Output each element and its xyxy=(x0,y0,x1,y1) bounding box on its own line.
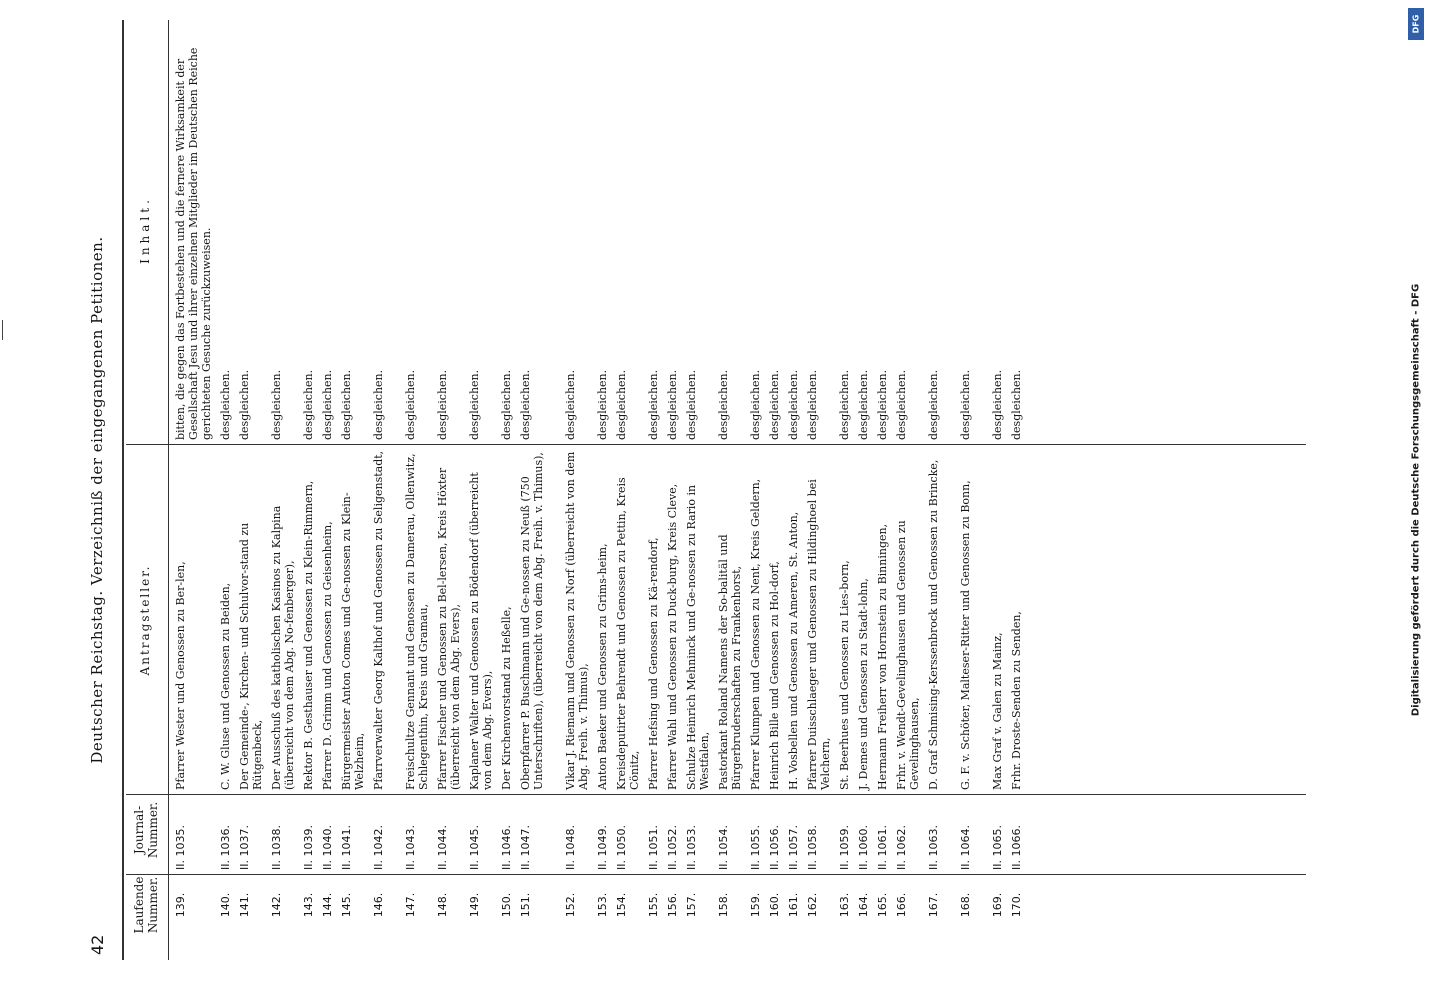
inhalt-cell: desgleichen. xyxy=(666,369,679,440)
laufende-nummer-cell: 165. xyxy=(876,892,889,918)
antragsteller-cell: Pfarrer Fischer und Genossen zu Bel-lersen, Kreis Höxter (überreicht von dem Abg. Evers), xyxy=(436,467,462,790)
table-row xyxy=(174,0,219,1000)
journal-nummer-cell: II. 1050. xyxy=(615,825,628,870)
journal-nummer-cell: II. 1036. xyxy=(219,825,232,870)
antragsteller-cell: St. Beerhues und Genossen zu Lies-born, xyxy=(838,560,851,790)
inhalt-cell: desgleichen. xyxy=(895,369,908,440)
laufende-nummer-cell: 162. xyxy=(806,892,819,918)
laufende-nummer-cell: 139. xyxy=(174,892,187,918)
table-row xyxy=(468,0,500,1000)
inhalt-cell: desgleichen. xyxy=(768,369,781,440)
document-page xyxy=(50,0,1350,1000)
table-row xyxy=(270,0,302,1000)
table-row xyxy=(666,0,685,1000)
column-header-rule xyxy=(168,20,169,960)
journal-nummer-cell: II. 1038. xyxy=(270,825,283,870)
table-row xyxy=(596,0,615,1000)
inhalt-cell: desgleichen. xyxy=(436,369,449,440)
table-row xyxy=(615,0,647,1000)
laufende-nummer-cell: 160. xyxy=(768,892,781,918)
inhalt-cell: desgleichen. xyxy=(876,369,889,440)
table-row xyxy=(340,0,372,1000)
laufende-nummer-cell: 150. xyxy=(500,892,513,918)
laufende-nummer-cell: 142. xyxy=(270,892,283,918)
inhalt-cell: desgleichen. xyxy=(685,369,698,440)
laufende-nummer-cell: 159. xyxy=(749,892,762,918)
table-row xyxy=(647,0,666,1000)
journal-nummer-cell: II. 1051. xyxy=(647,825,660,870)
laufende-nummer-cell: 154. xyxy=(615,892,628,918)
antragsteller-cell: Der Kirchenvorstand zu Heßelle, xyxy=(500,606,513,790)
table-row xyxy=(787,0,806,1000)
table-row xyxy=(404,0,436,1000)
inhalt-cell: desgleichen. xyxy=(806,369,819,440)
journal-nummer-cell: II. 1066. xyxy=(1010,825,1023,870)
antragsteller-cell: Max Graf v. Galen zu Mainz, xyxy=(991,632,1004,790)
laufende-nummer-cell: 166. xyxy=(895,892,908,918)
antragsteller-cell: Der Gemeinde-, Kirchen- und Schulvor-stand zu Rütgenbeck, xyxy=(238,522,264,790)
inhalt-cell: desgleichen. xyxy=(717,369,730,440)
journal-nummer-cell: II. 1052. xyxy=(666,825,679,870)
journal-nummer-cell: II. 1061. xyxy=(876,825,889,870)
antragsteller-cell: Pfarrverwalter Georg Kalthof und Genossen zu Seligenstadt, xyxy=(372,450,385,790)
journal-nummer-cell: II. 1063. xyxy=(927,825,940,870)
table-row xyxy=(564,0,596,1000)
table-row xyxy=(717,0,749,1000)
rotated-page xyxy=(50,0,1350,1000)
antragsteller-cell: Anton Baeker und Genossen zu Grims-heim, xyxy=(596,543,609,790)
inhalt-cell: desgleichen. xyxy=(1010,369,1023,440)
laufende-nummer-cell: 155. xyxy=(647,892,660,918)
inhalt-cell: desgleichen. xyxy=(468,369,481,440)
journal-nummer-cell: II. 1059. xyxy=(838,825,851,870)
antragsteller-cell: Rektor B. Gesthauser und Genossen zu Klein-Rimmern, xyxy=(302,480,315,790)
laufende-nummer-cell: 157. xyxy=(685,892,698,918)
journal-nummer-cell: II. 1058. xyxy=(806,825,819,870)
inhalt-cell: desgleichen. xyxy=(500,369,513,440)
journal-nummer-cell: II. 1049. xyxy=(596,825,609,870)
laufende-nummer-cell: 143. xyxy=(302,892,315,918)
laufende-nummer-cell: 164. xyxy=(857,892,870,918)
dfg-sidebar xyxy=(1404,0,1428,1000)
inhalt-cell: desgleichen. xyxy=(596,369,609,440)
table-row xyxy=(895,0,927,1000)
inhalt-cell: desgleichen. xyxy=(647,369,660,440)
laufende-nummer-cell: 156. xyxy=(666,892,679,918)
inhalt-cell: desgleichen. xyxy=(302,369,315,440)
journal-nummer-cell: II. 1062. xyxy=(895,825,908,870)
antragsteller-cell: Schulze Heinrich Mehninck und Ge-nossen zu Rario in Westfalen, xyxy=(685,484,711,790)
journal-nummer-cell: II. 1060. xyxy=(857,825,870,870)
col-header-inhalt: Inhalt. xyxy=(138,196,152,264)
inhalt-cell: desgleichen. xyxy=(519,369,532,440)
journal-nummer-cell: II. 1053. xyxy=(685,825,698,870)
col-header-antragsteller: Antragsteller. xyxy=(138,564,152,676)
inhalt-cell: desgleichen. xyxy=(787,369,800,440)
dfg-logo-text: DFG xyxy=(1411,14,1421,34)
antragsteller-cell: D. Graf Schmising-Kerssenbrock und Genossen zu Brincke, xyxy=(927,459,940,790)
digitization-note: Digitalisierung gefördert durch die Deutsche Forschungsgemeinschaft - DFG xyxy=(1410,283,1422,717)
journal-nummer-cell: II. 1054. xyxy=(717,825,730,870)
inhalt-cell: desgleichen. xyxy=(749,369,762,440)
antragsteller-cell: Oberpfarrer P. Buschmann und Ge-nossen zu Neuß (750 Unterschriften), (überreicht von dem Abg. Freih. v. Thimus), xyxy=(519,452,545,790)
laufende-nummer-cell: 168. xyxy=(959,892,972,918)
antragsteller-cell: Pfarrer Wester und Genossen zu Ber-len, xyxy=(174,561,187,790)
laufende-nummer-cell: 149. xyxy=(468,892,481,918)
scan-artifact xyxy=(2,320,9,340)
inhalt-cell: desgleichen. xyxy=(404,369,417,440)
antragsteller-cell: Freischultze Gennant und Genossen zu Damerau, Ollenwitz, Schlegenthin, Kreis und Gramau, xyxy=(404,453,430,790)
table-row xyxy=(806,0,838,1000)
antragsteller-cell: Bürgermeister Anton Comes und Ge-nossen zu Klein-Welzheim, xyxy=(340,492,366,790)
journal-nummer-cell: II. 1045. xyxy=(468,825,481,870)
table-row xyxy=(372,0,404,1000)
antragsteller-cell: Kreisdeputirter Behrendt und Genossen zu Pettin, Kreis Cönitz, xyxy=(615,477,641,790)
table-row xyxy=(927,0,959,1000)
inhalt-cell: desgleichen. xyxy=(340,369,353,440)
laufende-nummer-cell: 153. xyxy=(596,892,609,918)
laufende-nummer-cell: 145. xyxy=(340,892,353,918)
antragsteller-cell: Pfarrer Klumpen und Genossen zu Nent, Kreis Geldern, xyxy=(749,478,762,790)
table-row xyxy=(857,0,876,1000)
journal-nummer-cell: II. 1035. xyxy=(174,825,187,870)
table-row xyxy=(685,0,717,1000)
col-header-laufende-nummer: Laufende Nummer. xyxy=(132,876,160,934)
table-row xyxy=(302,0,321,1000)
inhalt-cell: desgleichen. xyxy=(219,369,232,440)
inhalt-cell: desgleichen. xyxy=(372,369,385,440)
journal-nummer-cell: II. 1046. xyxy=(500,825,513,870)
journal-nummer-cell: II. 1044. xyxy=(436,825,449,870)
antragsteller-cell: C. W. Gluse und Genossen zu Beiden, xyxy=(219,582,232,790)
antragsteller-cell: G. F. v. Schöter, Malteser-Ritter und Genossen zu Bonn, xyxy=(959,480,972,790)
journal-nummer-cell: II. 1043. xyxy=(404,825,417,870)
table-row xyxy=(1010,0,1029,1000)
table-row xyxy=(519,0,564,1000)
laufende-nummer-cell: 163. xyxy=(838,892,851,918)
laufende-nummer-cell: 141. xyxy=(238,892,251,918)
journal-nummer-cell: II. 1057. xyxy=(787,825,800,870)
journal-nummer-cell: II. 1065. xyxy=(991,825,1004,870)
antragsteller-cell: Vikar J. Riemann und Genossen zu Norf (überreicht von dem Abg. Freih. v. Thimus), xyxy=(564,451,590,790)
journal-nummer-cell: II. 1055. xyxy=(749,825,762,870)
laufende-nummer-cell: 144. xyxy=(321,892,334,918)
laufende-nummer-cell: 151. xyxy=(519,892,532,918)
table-row xyxy=(219,0,238,1000)
table-row xyxy=(768,0,787,1000)
table-row xyxy=(238,0,270,1000)
table-row xyxy=(749,0,768,1000)
inhalt-cell: desgleichen. xyxy=(321,369,334,440)
antragsteller-cell: Heinrich Bille und Genossen zu Hol-dorf, xyxy=(768,561,781,790)
inhalt-cell: desgleichen. xyxy=(959,369,972,440)
inhalt-cell: bitten, die gegen das Fortbestehen und die fernere Wirksamkeit der Gesellschaft Jesu und ihrer einzelnen Mitglieder im Deutschen Reiche gerichteten Gesuche zurückzuweisen. xyxy=(174,47,213,440)
page-number: 42 xyxy=(88,934,107,955)
table-row xyxy=(959,0,991,1000)
col-header-journal-nummer: Journal-Nummer. xyxy=(132,801,160,859)
inhalt-cell: desgleichen. xyxy=(991,369,1004,440)
antragsteller-cell: H. Vosbellen und Genossen zu Ameren, St. Anton, xyxy=(787,511,800,790)
table-row xyxy=(838,0,857,1000)
journal-nummer-cell: II. 1040. xyxy=(321,825,334,870)
table-row xyxy=(876,0,895,1000)
inhalt-cell: desgleichen. xyxy=(270,369,283,440)
table-row xyxy=(436,0,468,1000)
inhalt-cell: desgleichen. xyxy=(927,369,940,440)
inhalt-cell: desgleichen. xyxy=(615,369,628,440)
journal-nummer-cell: II. 1047. xyxy=(519,825,532,870)
journal-nummer-cell: II. 1039. xyxy=(302,825,315,870)
journal-nummer-cell: II. 1064. xyxy=(959,825,972,870)
running-title: Deutscher Reichstag. Verzeichniß der eingegangenen Petitionen. xyxy=(88,236,106,764)
laufende-nummer-cell: 161. xyxy=(787,892,800,918)
header-rule xyxy=(122,20,124,960)
journal-nummer-cell: II. 1041. xyxy=(340,825,353,870)
antragsteller-cell: Pfarrer Duisschlaeger und Genossen zu Hildinghoel bei Velchern, xyxy=(806,479,832,790)
dfg-logo xyxy=(1408,8,1424,40)
antragsteller-cell: J. Demes und Genossen zu Stadt-lohn, xyxy=(857,578,870,790)
laufende-nummer-cell: 167. xyxy=(927,892,940,918)
antragsteller-cell: Kaplaner Walter und Genossen zu Bödendorf (überreicht von dem Abg. Evers), xyxy=(468,472,494,790)
table-row xyxy=(321,0,340,1000)
antragsteller-cell: Pfarrer Hefsing und Genossen zu Kä-rendorf, xyxy=(647,537,660,790)
antragsteller-cell: Frhr. v. Wendt-Gevelinghausen und Genossen zu Gevelinghausen, xyxy=(895,520,921,790)
antragsteller-cell: Pfarrer Wahl und Genossen zu Duck-burg, Kreis Cleve, xyxy=(666,483,679,790)
laufende-nummer-cell: 170. xyxy=(1010,892,1023,918)
inhalt-cell: desgleichen. xyxy=(857,369,870,440)
table-row xyxy=(991,0,1010,1000)
journal-nummer-cell: II. 1048. xyxy=(564,825,577,870)
antragsteller-cell: Der Ausschuß des katholischen Kasinos zu Kalpina (überreicht von dem Abg. No-fenberger), xyxy=(270,505,296,790)
page-header xyxy=(88,0,118,1000)
journal-nummer-cell: II. 1037. xyxy=(238,825,251,870)
laufende-nummer-cell: 147. xyxy=(404,892,417,918)
journal-nummer-cell: II. 1042. xyxy=(372,825,385,870)
laufende-nummer-cell: 169. xyxy=(991,892,1004,918)
laufende-nummer-cell: 146. xyxy=(372,892,385,918)
antragsteller-cell: Pfarrer D. Grimm und Genossen zu Geisenheim, xyxy=(321,521,334,790)
antragsteller-cell: Hermann Freiherr von Hornstein zu Binningen, xyxy=(876,523,889,790)
antragsteller-cell: Pastorkant Roland Namens der So-balitäl und Bürgerbruderschaften zu Frankenhorst, xyxy=(717,534,743,790)
journal-nummer-cell: II. 1056. xyxy=(768,825,781,870)
laufende-nummer-cell: 148. xyxy=(436,892,449,918)
laufende-nummer-cell: 158. xyxy=(717,892,730,918)
inhalt-cell: desgleichen. xyxy=(564,369,577,440)
antragsteller-cell: Frhr. Droste-Senden zu Senden, xyxy=(1010,611,1023,790)
table-row xyxy=(500,0,519,1000)
laufende-nummer-cell: 140. xyxy=(219,892,232,918)
inhalt-cell: desgleichen. xyxy=(238,369,251,440)
inhalt-cell: desgleichen. xyxy=(838,369,851,440)
laufende-nummer-cell: 152. xyxy=(564,892,577,918)
